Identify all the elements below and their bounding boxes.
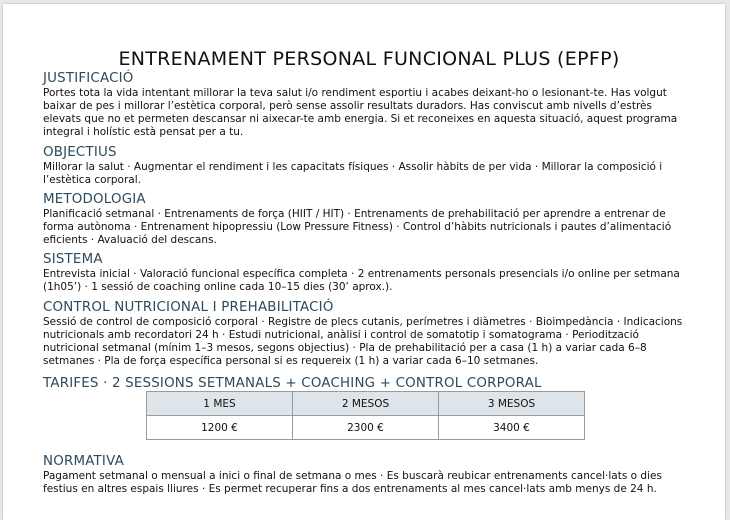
section-sistema	[43, 252, 683, 294]
table-header-cell: 3 MESOS	[439, 392, 585, 416]
section-text: Entrevista inicial · Valoració funcional específica completa · 2 entrenaments personals presencials i/o online per setmana (1h05’) · 1 sessió de coaching online cada 10–15 dies (30’ aprox.).	[43, 268, 680, 293]
section-heading: JUSTIFICACIÓ	[43, 71, 134, 86]
section-heading: NORMATIVA	[43, 454, 124, 469]
page-title: ENTRENAMENT PERSONAL FUNCIONAL PLUS (EPFP)	[118, 48, 620, 70]
section-objectius	[43, 145, 683, 187]
price-cell: 1200 €	[147, 416, 293, 440]
price-cell: 2300 €	[293, 416, 439, 440]
document-page	[3, 4, 725, 520]
section-text: Portes tota la vida intentant millorar la teva salut i/o rendiment esportiu i acabes deixant-ho o lesionant-te. Has volgut baixar de pes i millorar l’estètica corporal, però sense assolir resultats duradors. Has conviscut amb nivells d’estrès elevats que no et permeten descansar ni aixecar-te amb energia. Si et reconeixes en aquesta situació, aquest programa integral i holístic està pensat per a tu.	[43, 87, 678, 138]
section-justificacio	[43, 71, 683, 139]
table-row	[147, 416, 585, 440]
section-text: Pagament setmanal o mensual a inici o final de setmana o mes · Es buscarà reubicar entrenaments cancel·lats o dies festius en altres espais lliures · Es permet recuperar fins a dos entrenaments al mes cancel·lats amb menys de 24 h.	[43, 470, 662, 495]
section-heading: TARIFES · 2 SESSIONS SETMANALS + COACHING + CONTROL CORPORAL	[43, 376, 542, 391]
section-normativa	[43, 454, 683, 496]
table-header-cell: 1 MES	[147, 392, 293, 416]
price-cell: 3400 €	[439, 416, 585, 440]
tariff-table	[146, 391, 585, 440]
section-heading: CONTROL NUTRICIONAL I PREHABILITACIÓ	[43, 300, 334, 315]
section-text: Millorar la salut · Augmentar el rendiment i les capacitats físiques · Assolir hàbits de per vida · Millorar la composició i l’estètica corporal.	[43, 161, 663, 186]
table-header-cell: 2 MESOS	[293, 392, 439, 416]
section-text: Sessió de control de composició corporal · Registre de plecs cutanis, perímetres i diàmetres · Bioimpedància · Indicacions nutricionals amb recordatori 24 h · Estudi nutricional, anàlisi i control de somatotip i somatograma · Periodització nutricional setmanal (mínim 1–3 mesos, segons objectius) · Pla de prehabilitació per a casa (1 h) a variar cada 6–8 setmanes · Pla de força específica personal si es requereix (1 h) a variar cada 6–10 setmanes.	[43, 316, 683, 367]
section-heading: METODOLOGIA	[43, 192, 146, 207]
section-tarifes	[43, 376, 683, 392]
section-control	[43, 300, 683, 368]
section-metodologia	[43, 192, 683, 247]
table-header-row	[147, 392, 585, 416]
section-heading: OBJECTIUS	[43, 145, 117, 160]
section-heading: SISTEMA	[43, 252, 103, 267]
section-text: Planificació setmanal · Entrenaments de força (HIIT / HIT) · Entrenaments de prehabilitació per aprendre a entrenar de forma autònoma · Entrenament hipopressiu (Low Pressure Fitness) · Control d’hàbits nutricionals i pautes d’alimentació eficients · Avaluació del descans.	[43, 208, 672, 246]
